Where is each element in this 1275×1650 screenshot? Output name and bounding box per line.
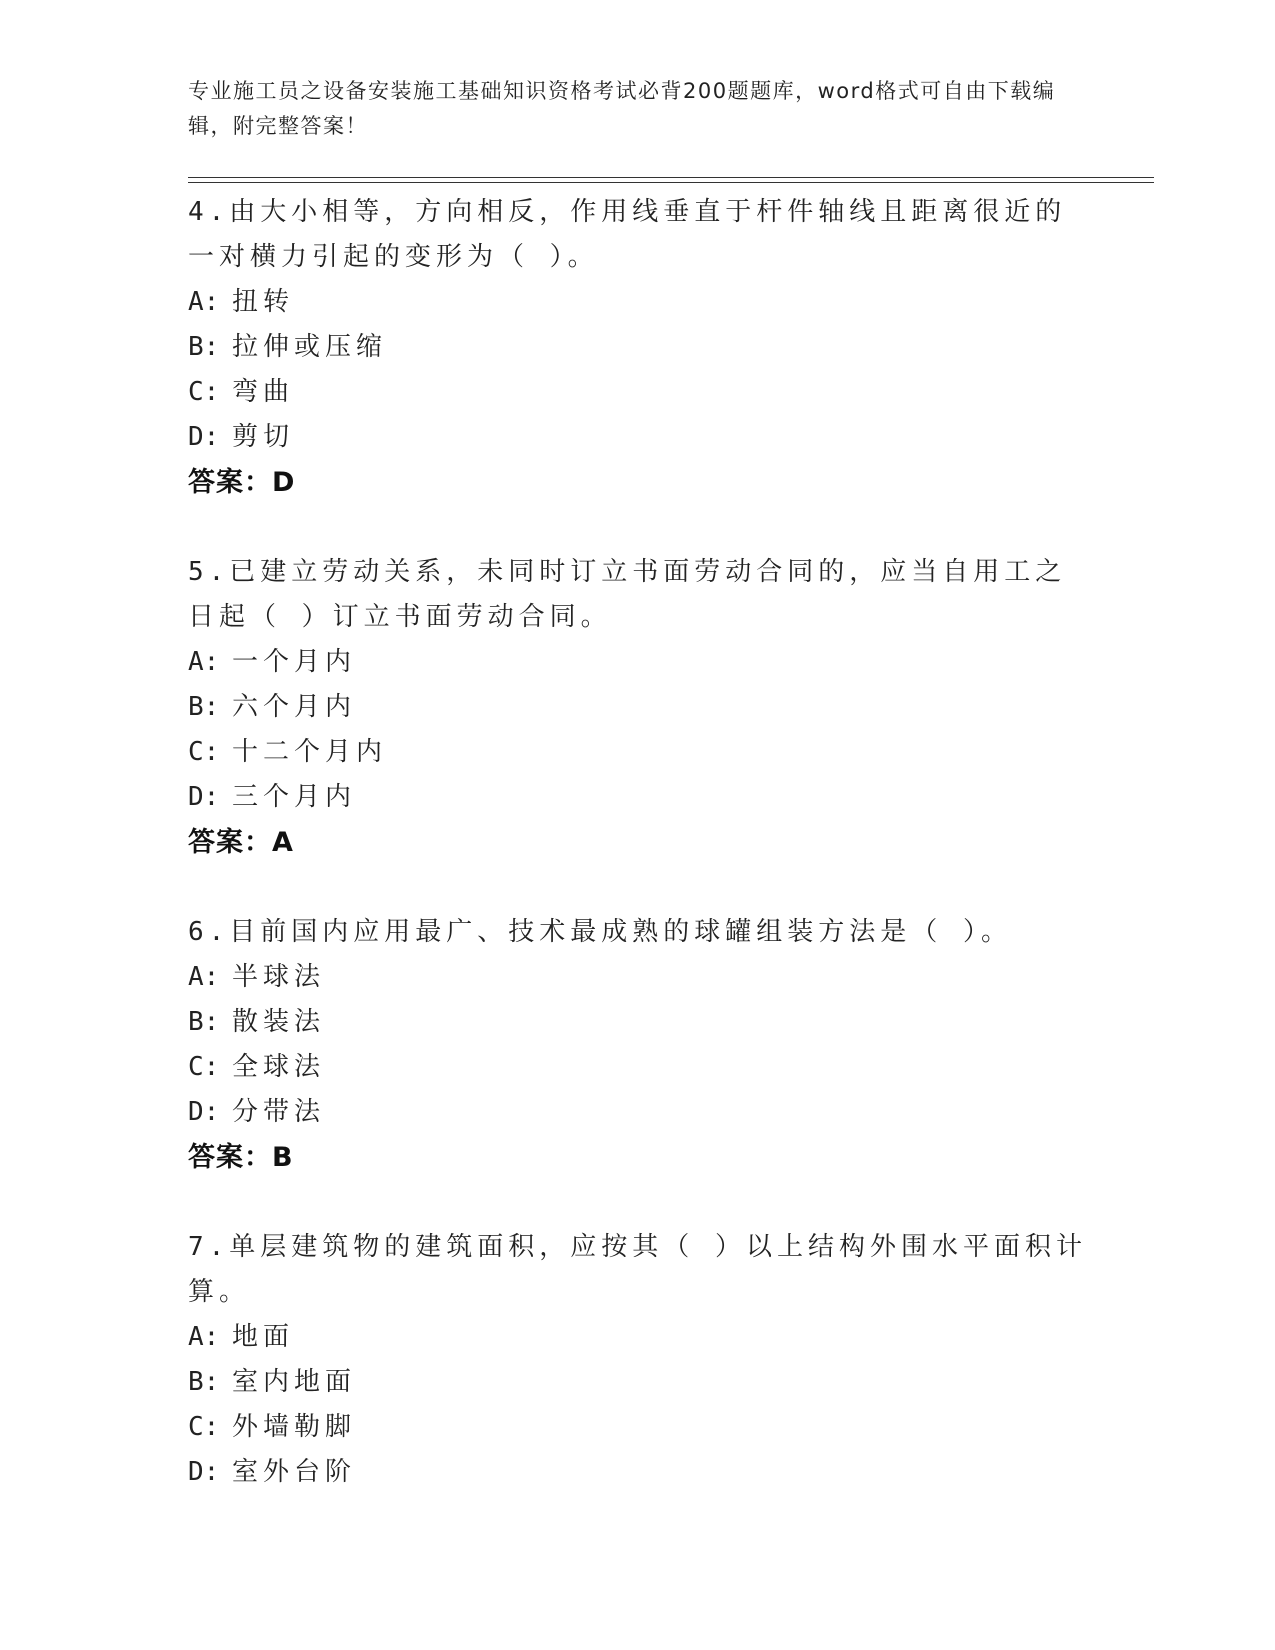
option-text: 弯曲 (232, 377, 295, 407)
option-b (188, 1000, 1088, 1045)
option-text: 室内地面 (232, 1367, 357, 1397)
answer-line: 答案：A (188, 827, 294, 858)
option-key: B: (188, 1007, 220, 1037)
option-text: 半球法 (232, 962, 326, 992)
option-text: 扭转 (232, 287, 295, 317)
header-divider-bottom (188, 182, 1154, 183)
option-key: C: (188, 1052, 220, 1082)
option-c (188, 1045, 1088, 1090)
option-d (188, 415, 1088, 460)
option-text: 拉伸或压缩 (232, 332, 388, 362)
option-c (188, 730, 1088, 775)
option-text: 十二个月内 (232, 737, 388, 767)
option-key: B: (188, 332, 220, 362)
option-d (188, 1090, 1088, 1135)
option-a (188, 280, 1088, 325)
question-4 (188, 190, 1088, 505)
question-6 (188, 910, 1088, 1180)
option-key: C: (188, 1412, 220, 1442)
answer-line: 答案：B (188, 1142, 294, 1173)
option-key: A: (188, 962, 220, 992)
option-text: 六个月内 (232, 692, 357, 722)
option-key: D: (188, 422, 220, 452)
option-d (188, 1450, 1088, 1495)
option-key: D: (188, 1097, 220, 1127)
question-7 (188, 1225, 1088, 1495)
option-a (188, 1315, 1088, 1360)
question-list (188, 190, 1088, 1540)
option-text: 全球法 (232, 1052, 326, 1082)
option-key: A: (188, 287, 220, 317)
option-text: 散装法 (232, 1007, 326, 1037)
option-key: A: (188, 1322, 220, 1352)
option-b (188, 1360, 1088, 1405)
document-header: 专业施工员之设备安装施工基础知识资格考试必背200题题库，word格式可自由下载编辑，附完整答案！ (188, 79, 1056, 138)
option-text: 剪切 (232, 422, 295, 452)
option-c (188, 1405, 1088, 1450)
option-c (188, 370, 1088, 415)
option-a (188, 640, 1088, 685)
question-stem: 5.已建立劳动关系，未同时订立书面劳动合同的，应当自用工之日起（ ）订立书面劳动合同。 (188, 557, 1067, 632)
header-divider-top (188, 177, 1154, 178)
question-stem: 6.目前国内应用最广、技术最成熟的球罐组装方法是（ ）。 (188, 917, 1012, 947)
option-key: A: (188, 647, 220, 677)
option-text: 一个月内 (232, 647, 357, 677)
option-text: 外墙勒脚 (232, 1412, 357, 1442)
option-key: B: (188, 1367, 220, 1397)
option-key: B: (188, 692, 220, 722)
question-stem: 4.由大小相等，方向相反，作用线垂直于杆件轴线且距离很近的一对横力引起的变形为（ ）。 (188, 197, 1067, 272)
option-text: 三个月内 (232, 782, 357, 812)
option-key: D: (188, 782, 220, 812)
option-key: C: (188, 737, 220, 767)
question-stem: 7.单层建筑物的建筑面积，应按其（ ）以上结构外围水平面积计算。 (188, 1232, 1087, 1307)
option-b (188, 325, 1088, 370)
question-5 (188, 550, 1088, 865)
option-text: 室外台阶 (232, 1457, 357, 1487)
option-a (188, 955, 1088, 1000)
option-text: 地面 (232, 1322, 295, 1352)
option-key: C: (188, 377, 220, 407)
option-d (188, 775, 1088, 820)
answer-line: 答案：D (188, 467, 296, 498)
option-key: D: (188, 1457, 220, 1487)
option-text: 分带法 (232, 1097, 326, 1127)
option-b (188, 685, 1088, 730)
